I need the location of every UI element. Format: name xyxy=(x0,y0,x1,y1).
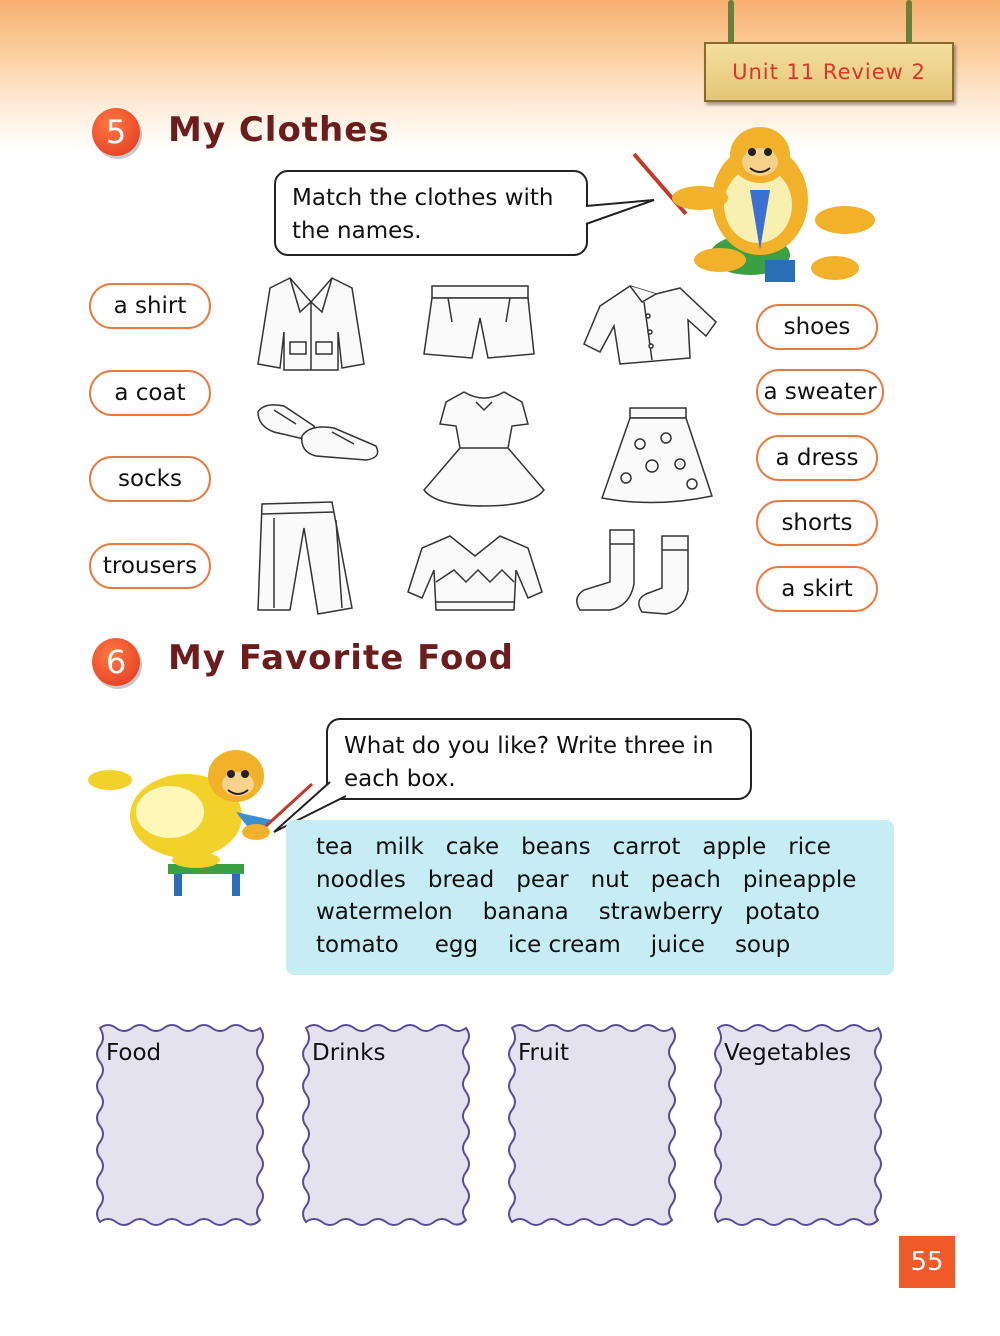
word-shoes: shoes xyxy=(756,304,878,350)
food-word: carrot xyxy=(612,834,681,860)
category-box-food[interactable] xyxy=(92,1022,267,1228)
shirt-picture-icon xyxy=(580,280,720,366)
food-word: rice xyxy=(788,834,831,860)
food-word: tea xyxy=(316,834,354,860)
sign-rope-left xyxy=(728,0,734,46)
monkey-teacher-icon xyxy=(630,110,890,290)
food-word: bread xyxy=(427,867,495,893)
sign-rope-right xyxy=(906,0,912,46)
food-word: cake xyxy=(445,834,500,860)
food-row-3 xyxy=(316,899,842,925)
sweater-picture-icon xyxy=(404,530,546,614)
word-a-skirt: a skirt xyxy=(756,566,878,612)
food-word: banana xyxy=(482,899,569,925)
food-word: tomato xyxy=(316,932,399,958)
category-label-food: Food xyxy=(106,1040,162,1066)
food-word: watermelon xyxy=(316,899,453,925)
match-instruction-bubble xyxy=(274,170,588,256)
food-word: beans xyxy=(521,834,591,860)
food-word: juice xyxy=(650,932,705,958)
word-a-shirt: a shirt xyxy=(89,283,211,329)
word-trousers: trousers xyxy=(89,543,211,589)
section-5-number: 5 xyxy=(92,108,140,156)
monkey-pointing-icon xyxy=(86,736,316,900)
food-word: soup xyxy=(734,932,791,958)
word-a-coat: a coat xyxy=(89,370,211,416)
match-instruction-text: Match the clothes with the names. xyxy=(292,185,554,244)
food-word: pear xyxy=(516,867,569,893)
food-word: nut xyxy=(590,867,629,893)
food-word: apple xyxy=(702,834,767,860)
category-box-vegetables[interactable] xyxy=(710,1022,885,1228)
section-6-number: 6 xyxy=(92,638,140,686)
coat-picture-icon xyxy=(250,272,372,372)
word-a-sweater: a sweater xyxy=(756,369,884,415)
word-socks: socks xyxy=(89,456,211,502)
page-number: 55 xyxy=(899,1236,955,1288)
unit-sign xyxy=(704,42,954,102)
food-word: egg xyxy=(434,932,479,958)
category-box-fruit[interactable] xyxy=(504,1022,679,1228)
food-instruction-bubble xyxy=(326,718,752,800)
food-word: ice cream xyxy=(508,932,621,958)
food-word: pineapple xyxy=(742,867,857,893)
food-word: strawberry xyxy=(598,899,724,925)
food-word: potato xyxy=(745,899,820,925)
section-5-title: My Clothes xyxy=(168,110,390,150)
shoes-picture-icon xyxy=(254,398,384,464)
food-row-4 xyxy=(316,932,812,958)
food-row-1 xyxy=(316,834,853,860)
food-instruction-text: What do you like? Write three in each box. xyxy=(344,733,714,792)
shorts-picture-icon xyxy=(418,282,540,362)
section-6-title: My Favorite Food xyxy=(168,638,515,678)
word-shorts: shorts xyxy=(756,500,878,546)
socks-picture-icon xyxy=(570,526,702,618)
unit-label: Unit 11 Review 2 xyxy=(732,60,926,84)
food-row-2 xyxy=(316,867,878,893)
skirt-picture-icon xyxy=(596,404,716,508)
food-word: noodles xyxy=(316,867,406,893)
trousers-picture-icon xyxy=(252,498,364,616)
category-label-drinks: Drinks xyxy=(312,1040,386,1066)
food-word: peach xyxy=(650,867,721,893)
food-word: milk xyxy=(375,834,424,860)
category-label-fruit: Fruit xyxy=(518,1040,569,1066)
category-box-drinks[interactable] xyxy=(298,1022,473,1228)
category-label-vegetables: Vegetables xyxy=(724,1040,852,1066)
dress-picture-icon xyxy=(416,388,552,510)
word-a-dress: a dress xyxy=(756,435,878,481)
